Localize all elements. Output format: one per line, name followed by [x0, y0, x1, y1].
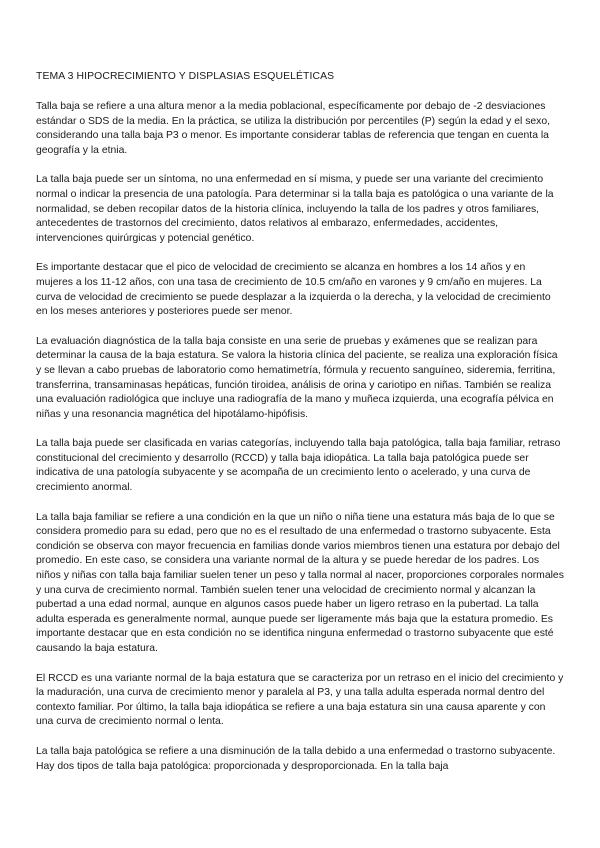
document-body	[36, 70, 564, 789]
paragraph-diagnosis: La evaluación diagnóstica de la talla baja consiste en una serie de pruebas y exámenes que se realizan para determinar la causa de la baja estatura. Se valora la historia clínica del paciente, se realiza una exploración física y se llevan a cabo pruebas de laboratorio como hematimetría, fórmula y recuento sanguíneo, sideremia, ferritina, transferrina, transaminasas hepáticas, función tiroidea, análisis de orina y cariotipo en niñas. También se realiza una evaluación radiológica que incluye una radiografía de la mano y muñeca izquierda, una ecografía pélvica en niñas y una resonancia magnética del hipotálamo-hipófisis.	[36, 335, 558, 420]
paragraph-pathological: La talla baja patológica se refiere a una disminución de la talla debido a una enfermedad o trastorno subyacente. Hay dos tipos de talla baja patológica: proporcionada y desproporcionada. En la talla baja	[36, 745, 556, 772]
document-title: TEMA 3 HIPOCRECIMIENTO Y DISPLASIAS ESQUELÉTICAS	[36, 71, 335, 82]
paragraph-familial: La talla baja familiar se refiere a una condición en la que un niño o niña tiene una estatura más baja de lo que se considera promedio para su edad, pero que no es el resultado de una enfermedad o trastorno subyacente. Esta condición se observa con mayor frecuencia en familias donde varios miembros tienen una estatura por debajo del promedio. En este caso, se considera una variante normal de la altura y se puede heredar de los padres. Los niños y niñas con talla baja familiar suelen tener un peso y talla normal al nacer, proporciones corporales normales y una curva de crecimiento normal. También suelen tener una velocidad de crecimiento normal y alcanzan la pubertad a una edad normal, aunque en algunos casos puede haber un ligero retraso en la pubertad. La talla adulta esperada es generalmente normal, aunque puede ser ligeramente más baja que la estatura promedio. Es importante destacar que en esta condición no se identifica ninguna enfermedad o trastorno subyacente que esté causando la baja estatura.	[36, 511, 564, 654]
paragraph-classification: La talla baja puede ser clasificada en varias categorías, incluyendo talla baja patológica, talla baja familiar, retraso constitucional del crecimiento y desarrollo (RCCD) y talla baja idiopática. La talla baja patológica puede ser indicativa de una patología subyacente y se acompaña de un crecimiento lento o acelerado, y una curva de crecimiento anormal.	[36, 438, 561, 494]
paragraph-symptom: La talla baja puede ser un síntoma, no una enfermedad en sí misma, y puede ser una variante del crecimiento normal o indicar la presencia de una patología. Para determinar si la talla baja es patológica o una variante de la normalidad, se deben recopilar datos de la historia clínica, incluyendo la talla de los padres y otros familiares, antecedentes de trastornos del crecimiento, datos relativos al embarazo, enfermedades, accidentes, intervenciones quirúrgicas y potencial genético.	[36, 174, 554, 244]
paragraph-growth-peak: Es importante destacar que el pico de velocidad de crecimiento se alcanza en hombres a los 14 años y en mujeres a los 11-12 años, con una tasa de crecimiento de 10.5 cm/año en varones y 9 cm/año en mujeres. La curva de velocidad de crecimiento se puede desplazar a la izquierda o la derecha, y la velocidad de crecimiento en los meses anteriores y posteriores puede ser menor.	[36, 262, 551, 318]
paragraph-definition: Talla baja se refiere a una altura menor a la media poblacional, específicamente por debajo de -2 desviaciones estándar o SDS de la media. En la práctica, se utiliza la distribución por percentiles (P) según la edad y el sexo, considerando una talla baja P3 o menor. Es importante considerar tablas de referencia que tengan en cuenta la geografía y la etnia.	[36, 101, 551, 156]
paragraph-rccd: El RCCD es una variante normal de la baja estatura que se caracteriza por un retraso en el inicio del crecimiento y la maduración, una curva de crecimiento menor y paralela al P3, y una talla adulta esperada normal dentro del contexto familiar. Por último, la talla baja idiopática se refiere a una baja estatura sin una causa aparente y con una curva de crecimiento normal o lenta.	[36, 672, 564, 728]
